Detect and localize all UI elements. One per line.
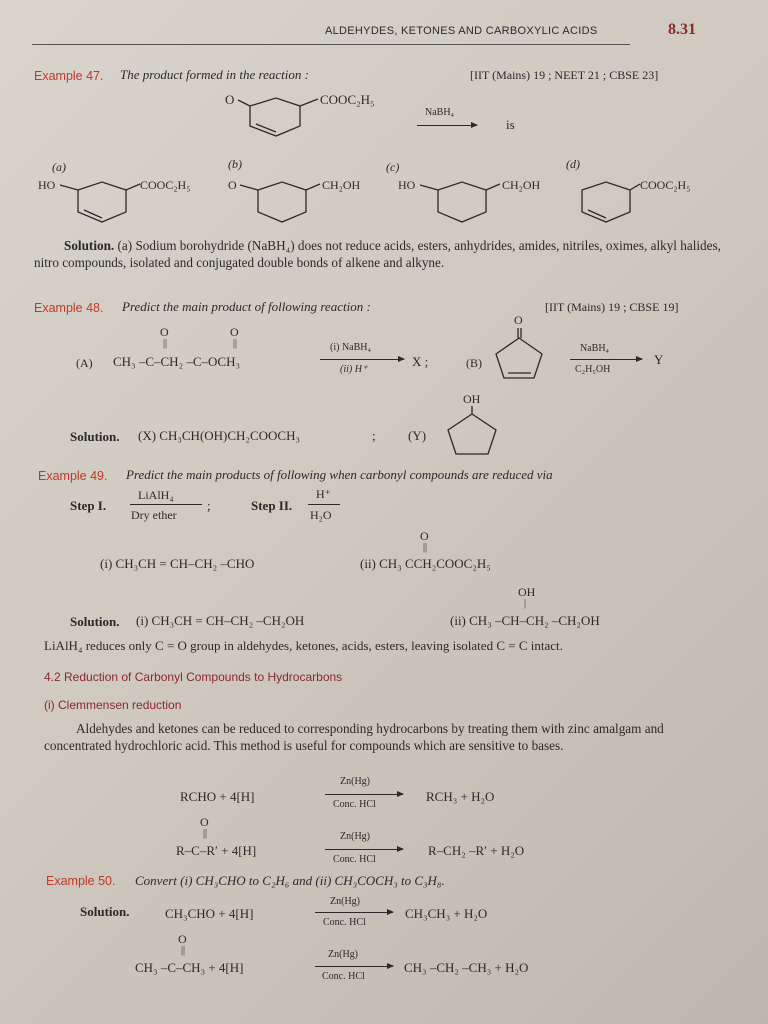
eq2-arrow	[325, 849, 403, 850]
question-ii: (ii) CH₃ CCH₂COOC₂H₅	[360, 556, 491, 571]
step2-fraction-line	[308, 504, 340, 505]
ex50-eq2-left: CH₃ –C–CH₃ + 4[H]	[135, 960, 244, 975]
option-b-left: O	[228, 178, 237, 192]
is-text: is	[506, 117, 515, 132]
question-ii-oxygen: O	[420, 529, 429, 543]
eq1-reagent-top: Zn(Hg)	[340, 776, 370, 787]
a-double-bond2: ||	[233, 338, 238, 349]
step1-reagent: LiAlH₄	[138, 488, 174, 502]
example-48-label: Example 48.	[34, 301, 104, 315]
eq2-right: R–CH₂ –R′ + H₂O	[428, 843, 525, 858]
example-47-solution	[34, 237, 724, 271]
lialh4-note: LiAlH₄ reduces only C = O group in aldehydes, ketones, acids, esters, leaving isolated C = C intact.	[44, 638, 563, 653]
a-carbonyl-o1: O	[160, 325, 169, 339]
example-48-source: [IIT (Mains) 19 ; CBSE 19]	[545, 300, 679, 314]
ex50-eq2-reagent-top: Zn(Hg)	[328, 949, 358, 960]
a-reagent-top: (i) NaBH₄	[330, 342, 371, 353]
b-reagent-bottom: C₂H₅OH	[575, 364, 611, 375]
example-50-question: Convert (i) CH₃CHO to C₂H₆ and (ii) CH₃COCH₃ to C₃H₈.	[135, 873, 445, 888]
ex50-eq1-left: CH₃CHO + 4[H]	[165, 906, 254, 921]
eq1-arrow	[325, 794, 403, 795]
reactant-ring	[238, 96, 328, 146]
eq2-oxygen: O	[200, 815, 209, 829]
clemmensen-subheading: (i) Clemmensen reduction	[44, 698, 182, 712]
ex50-eq2-oxygen: O	[178, 932, 187, 946]
ex50-eq2-reagent-bottom: Conc. HCl	[322, 971, 365, 982]
ex50-eq2-arrow	[315, 966, 393, 967]
option-a-right: COOC₂H₅	[140, 178, 191, 192]
example-49-solution-label: Solution.	[70, 614, 120, 629]
ex50-eq1-reagent-top: Zn(Hg)	[330, 896, 360, 907]
ex50-eq2-right: CH₃ –CH₂ –CH₃ + H₂O	[404, 960, 529, 975]
step1-label: Step I.	[70, 498, 107, 513]
a-reagent-bottom: (ii) H⁺	[340, 364, 368, 375]
reactant-oxygen: O	[225, 92, 235, 107]
y-oh: OH	[463, 392, 481, 406]
example-47-source: [IIT (Mains) 19 ; NEET 21 ; CBSE 23]	[470, 68, 659, 82]
example-50-solution-label: Solution.	[80, 904, 130, 919]
option-b-right: CH₂OH	[322, 178, 361, 192]
eq2-double-bond: ||	[203, 828, 208, 839]
example-47-question: The product formed in the reaction :	[120, 67, 309, 82]
option-a-label: (a)	[52, 160, 66, 174]
option-b-label: (b)	[228, 157, 242, 171]
step1-solvent: Dry ether	[131, 508, 177, 522]
clemmensen-paragraph: Aldehydes and ketones can be reduced to corresponding hydrocarbons by treating them with zinc amalgam and concentrated hydrochloric acid. This method is useful for compounds which are sensitive to bases.	[44, 721, 664, 753]
reaction-arrow	[417, 125, 477, 126]
question-ii-double-bond: ||	[423, 542, 428, 553]
a-reactant: CH₃ –C–CH₂ –C–OCH₃	[113, 354, 241, 369]
page-number: 8.31	[668, 21, 696, 38]
a-carbonyl-o2: O	[230, 325, 239, 339]
b-arrow	[570, 359, 642, 360]
option-d-label: (d)	[566, 157, 580, 171]
solution-separator: ;	[372, 428, 376, 443]
option-a-ring	[60, 182, 150, 228]
eq1-left: RCHO + 4[H]	[180, 789, 255, 804]
answer-ii: (ii) CH₃ –CH–CH₂ –CH₂OH	[450, 613, 600, 628]
eq2-reagent-bottom: Conc. HCl	[333, 854, 376, 865]
a-label: (A)	[76, 356, 93, 370]
b-product: Y	[654, 352, 664, 367]
b-cyclopentenone	[496, 328, 556, 384]
b-label: (B)	[466, 356, 482, 370]
option-c-ring	[420, 182, 510, 228]
option-b-ring	[240, 182, 330, 228]
b-carbonyl-o: O	[514, 313, 523, 327]
solution-text: (a) Sodium borohydride (NaBH₄) does not reduce acids, esters, anhydrides, amides, nitriles, oximes, alkyl halides, nitro compounds, isolated and conjugated double bonds of alkene and alkyne.	[34, 238, 721, 270]
answer-ii-oh: OH	[518, 585, 536, 599]
solution-x: (X) CH₃CH(OH)CH₂COOCH₃	[138, 428, 301, 443]
option-c-left: HO	[398, 178, 416, 192]
option-a-left: HO	[38, 178, 56, 192]
step2-solvent: H₂O	[310, 508, 332, 522]
eq1-right: RCH₃ + H₂O	[426, 789, 495, 804]
step2-reagent: H⁺	[316, 487, 331, 501]
example-49-label: Example 49.	[38, 469, 108, 483]
step-separator: ;	[207, 498, 211, 513]
eq2-left: R–C–R′ + 4[H]	[176, 843, 257, 858]
step1-fraction-line	[130, 504, 202, 505]
y-cyclopentanol	[444, 406, 500, 462]
b-reagent-top: NaBH₄	[580, 343, 610, 354]
running-title: ALDEHYDES, KETONES AND CARBOXYLIC ACIDS	[325, 25, 598, 37]
example-47-label: Example 47.	[34, 69, 104, 83]
a-arrow	[320, 359, 404, 360]
option-c-right: CH₂OH	[502, 178, 541, 192]
example-50-label: Example 50.	[46, 874, 116, 888]
section-heading: 4.2 Reduction of Carbonyl Compounds to Hydrocarbons	[44, 670, 343, 684]
ex50-eq1-reagent-bottom: Conc. HCl	[323, 917, 366, 928]
option-d-right: COOC₂H₅	[640, 178, 691, 192]
eq2-reagent-top: Zn(Hg)	[340, 831, 370, 842]
example-49-question: Predict the main products of following when carbonyl compounds are reduced via	[126, 467, 553, 482]
reagent-nabh4: NaBH₄	[425, 107, 455, 118]
solution-y: (Y)	[408, 428, 427, 443]
solution-label: Solution.	[64, 238, 115, 253]
a-double-bond1: ||	[163, 338, 168, 349]
answer-i: (i) CH₃CH = CH–CH₂ –CH₂OH	[136, 613, 305, 628]
header-rule	[32, 44, 630, 45]
example-48-solution-label: Solution.	[70, 429, 120, 444]
option-c-label: (c)	[386, 160, 400, 174]
reactant-substituent: COOC₂H₅	[320, 92, 375, 107]
ex50-eq1-arrow	[315, 912, 393, 913]
answer-ii-bond: |	[524, 598, 527, 609]
question-i: (i) CH₃CH = CH–CH₂ –CHO	[100, 556, 255, 571]
step2-label: Step II.	[251, 498, 293, 513]
a-product: X ;	[412, 354, 429, 369]
ex50-eq2-double-bond: ||	[181, 945, 186, 956]
example-48-question: Predict the main product of following reaction :	[122, 299, 371, 314]
ex50-eq1-right: CH₃CH₃ + H₂O	[405, 906, 488, 921]
eq1-reagent-bottom: Conc. HCl	[333, 799, 376, 810]
